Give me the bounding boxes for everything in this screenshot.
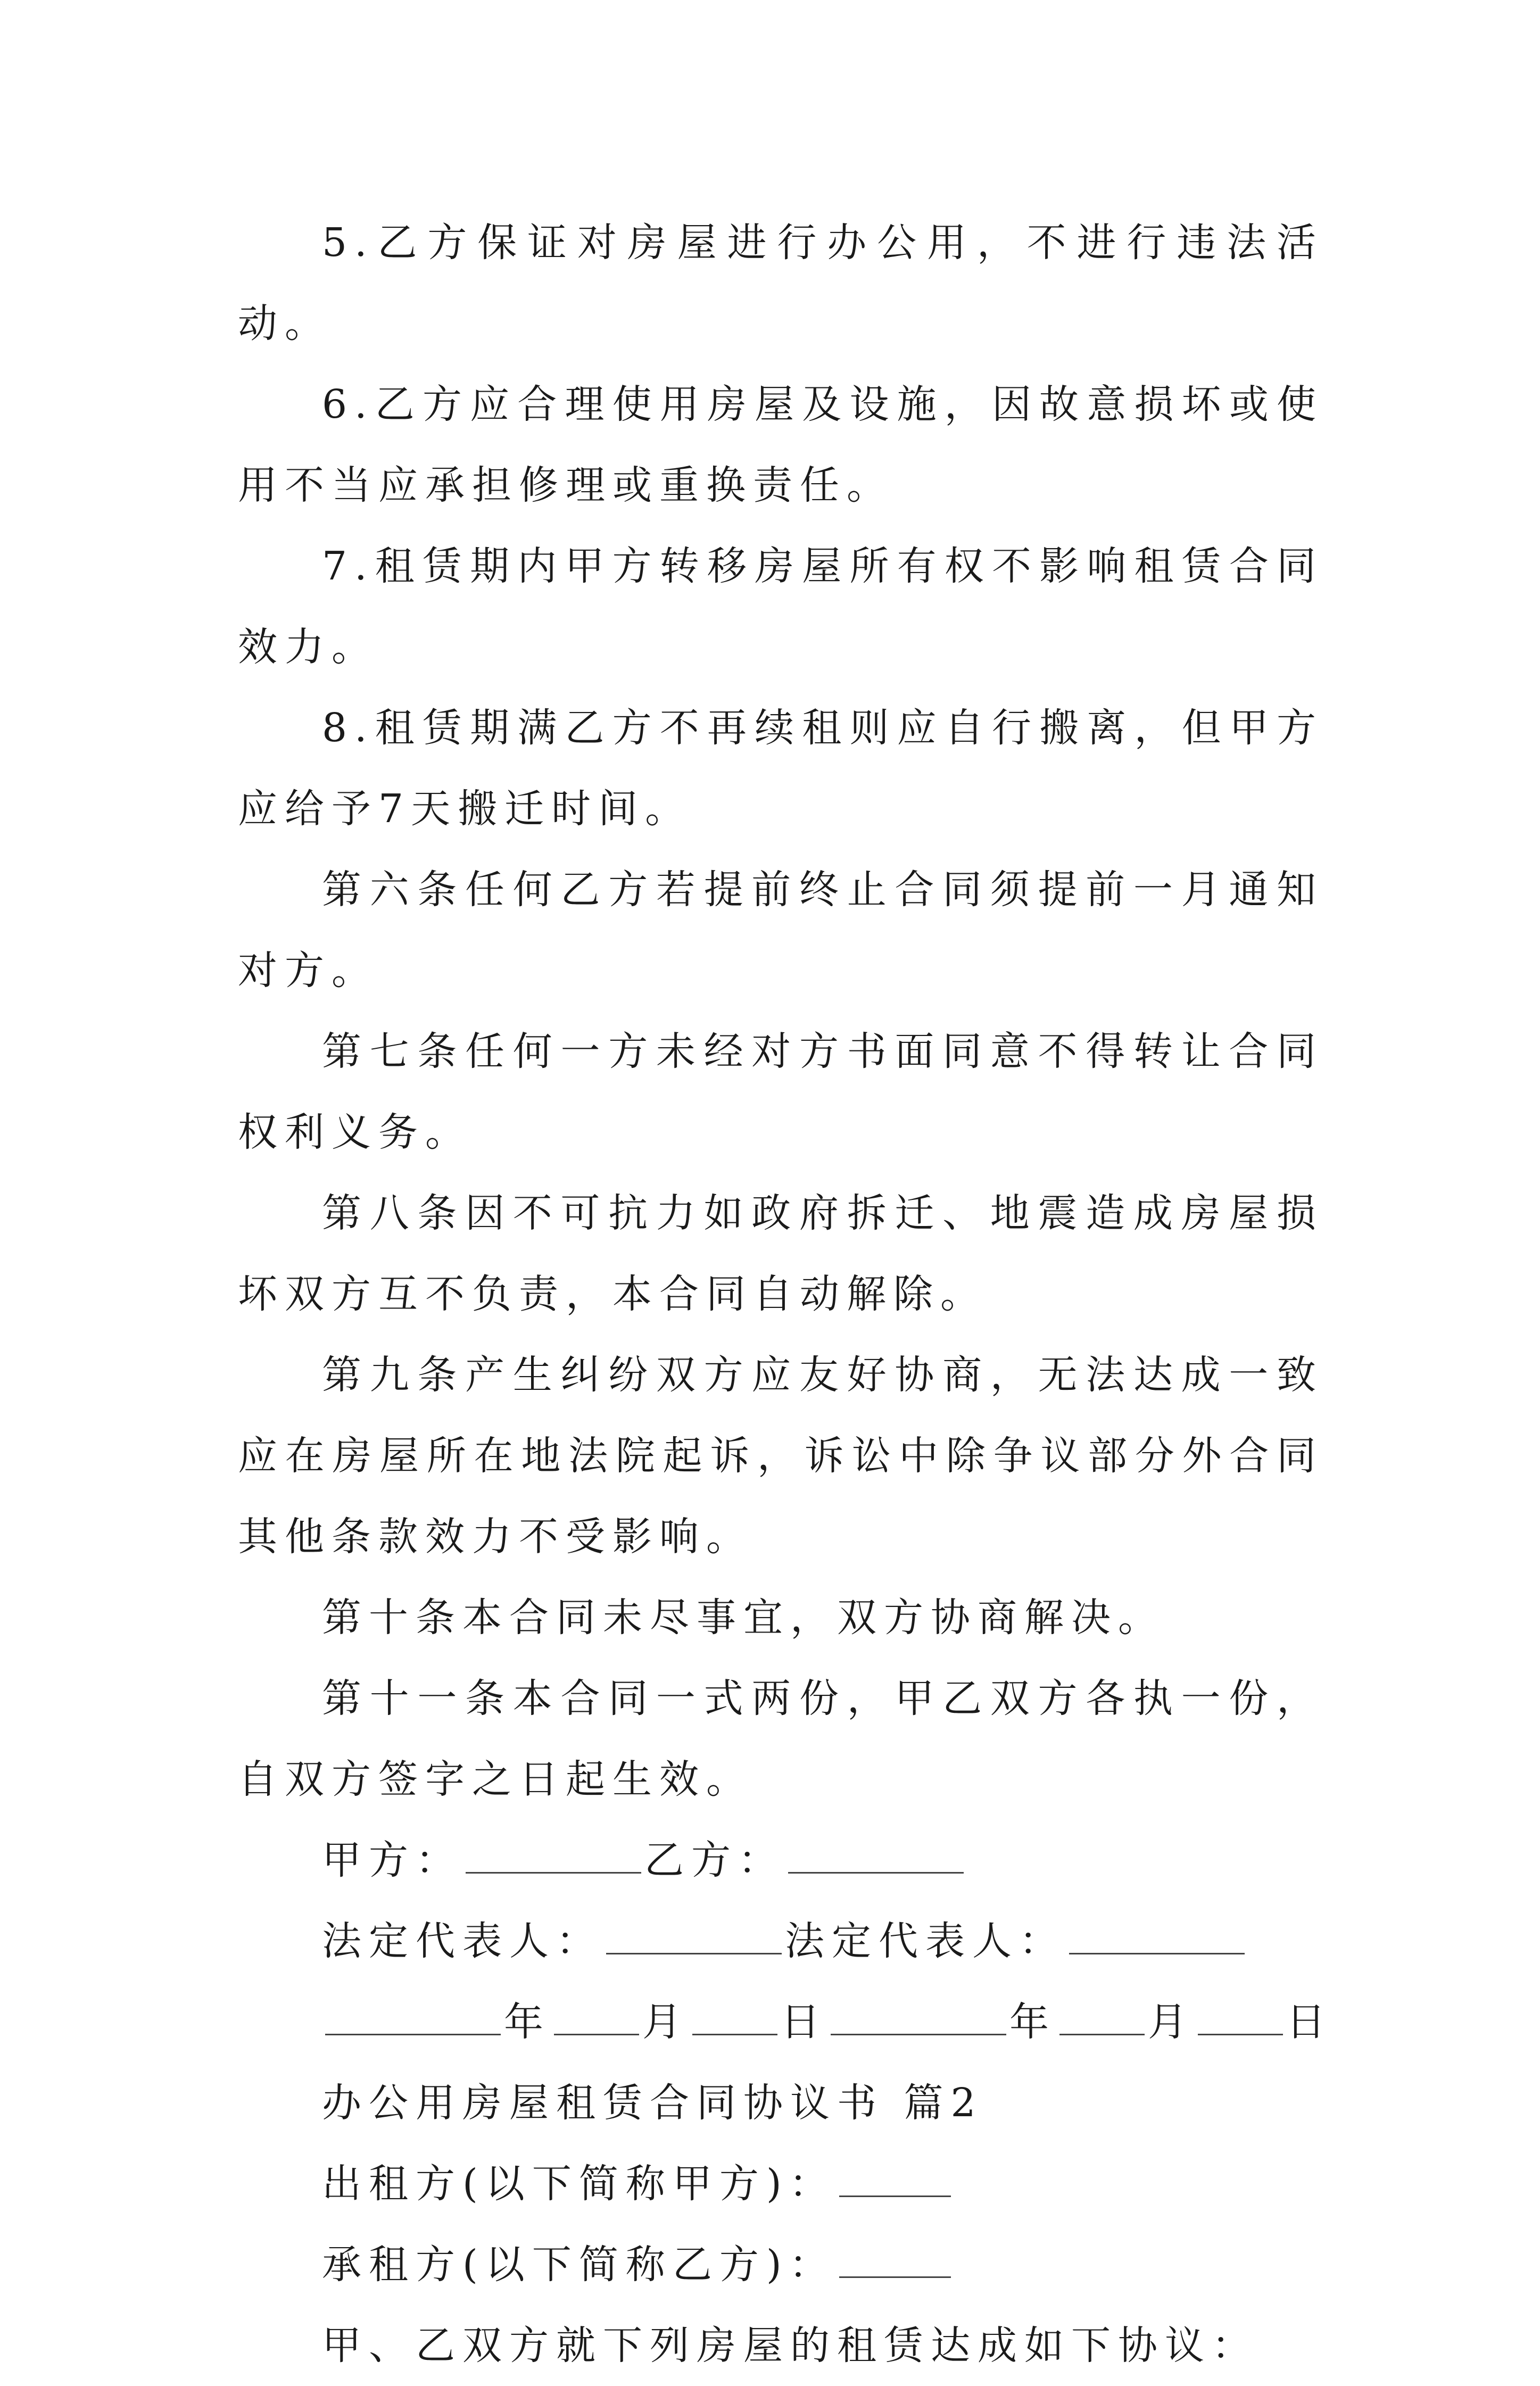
article-6: 第六条任何乙方若提前终止合同须提前一月通知对方。 xyxy=(238,867,1323,993)
lessee-label: 承租方(以下简称乙方)： xyxy=(322,2242,836,2288)
date-b-month: 月 xyxy=(1148,1999,1195,2045)
section-2-intro: 甲、乙双方就下列房屋的租赁达成如下协议： xyxy=(322,2323,1259,2368)
date-b-day-blank xyxy=(1198,1996,1283,2035)
section-2-title: 办公用房屋租赁合同协议书 篇2 xyxy=(322,2080,983,2126)
lessor-label: 出租方(以下简称甲方)： xyxy=(322,2161,836,2207)
date-b-day: 日 xyxy=(1286,1999,1333,2045)
party-a-label: 甲方： xyxy=(322,1837,462,1883)
lessee-line xyxy=(238,2224,1323,2305)
party-a-blank xyxy=(466,1835,641,1874)
contract-text xyxy=(238,202,1333,2386)
date-a-day: 日 xyxy=(781,1999,827,2045)
date-a-month-blank xyxy=(554,1996,639,2035)
article-11: 第十一条本合同一式两份，甲乙双方各执一份，自双方签字之日起生效。 xyxy=(238,1676,1323,1802)
date-a-month: 月 xyxy=(642,1999,689,2045)
rep-b-blank xyxy=(1069,1916,1245,1954)
party-b-blank xyxy=(788,1835,964,1874)
lessor-blank xyxy=(839,2158,951,2197)
date-a-year: 年 xyxy=(504,1999,551,2045)
rep-a-blank xyxy=(606,1916,782,1954)
date-b-month-blank xyxy=(1059,1996,1145,2035)
signature-date-line xyxy=(238,1982,1333,2062)
date-b-year: 年 xyxy=(1009,1999,1056,2045)
signature-representatives-line xyxy=(238,1901,1323,1982)
clause-6: 6.乙方应合理使用房屋及设施，因故意损坏或使用不当应承担修理或重换责任。 xyxy=(238,382,1323,508)
date-a-year-blank xyxy=(325,1996,501,2035)
rep-b-label: 法定代表人： xyxy=(785,1918,1066,1964)
article-7: 第七条任何一方未经对方书面同意不得转让合同权利义务。 xyxy=(238,1029,1323,1155)
date-a-day-blank xyxy=(692,1996,777,2035)
clause-8: 8.租赁期满乙方不再续租则应自行搬离，但甲方应给予7天搬迁时间。 xyxy=(238,705,1323,832)
party-b-label: 乙方： xyxy=(644,1837,785,1883)
clause-5: 5.乙方保证对房屋进行办公用，不进行违法活动。 xyxy=(238,220,1323,346)
article-8: 第八条因不可抗力如政府拆迁、地震造成房屋损坏双方互不负责，本合同自动解除。 xyxy=(238,1190,1323,1317)
lessee-blank xyxy=(839,2239,951,2278)
article-9: 第九条产生纠纷双方应友好协商，无法达成一致应在房屋所在地法院起诉，诉讼中除争议部分外合同其他条款效力不受影响。 xyxy=(238,1352,1323,1560)
rep-a-label: 法定代表人： xyxy=(322,1918,603,1964)
clause-7: 7.租赁期内甲方转移房屋所有权不影响租赁合同效力。 xyxy=(238,543,1323,670)
signature-parties-line xyxy=(238,1820,1323,1901)
date-b-year-blank xyxy=(831,1996,1006,2035)
article-10: 第十条本合同未尽事宜，双方协商解决。 xyxy=(322,1595,1165,1641)
lessor-line xyxy=(238,2143,1323,2224)
